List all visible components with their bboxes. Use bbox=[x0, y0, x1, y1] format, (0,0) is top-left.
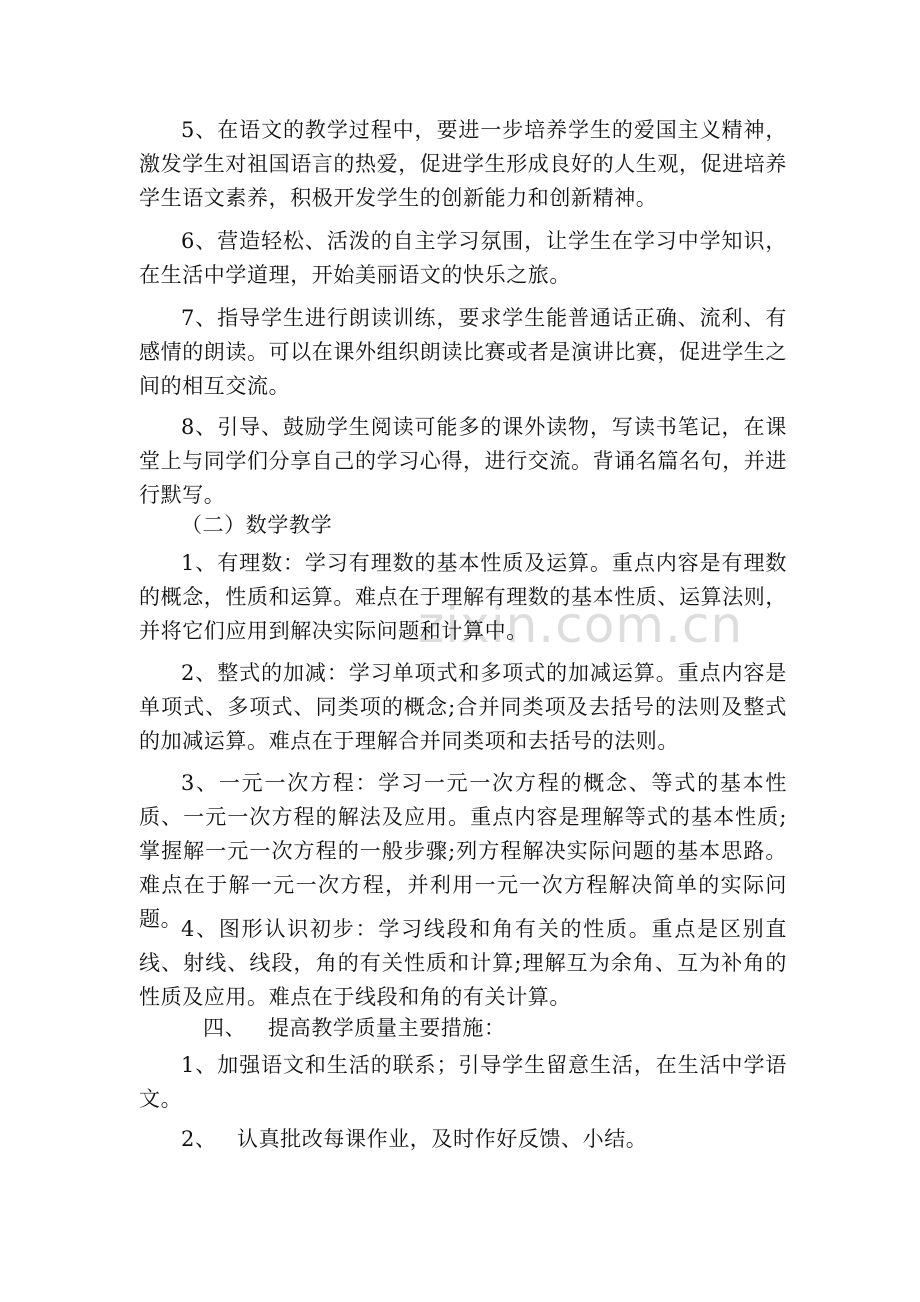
paragraph-chinese-6: 6、营造轻松、活泼的自主学习氛围，让学生在学习中学知识，在生活中学道理，开始美丽语文的快乐之旅。 bbox=[139, 229, 787, 287]
math-section-heading: （二）数学教学 bbox=[181, 513, 333, 537]
paragraph-chinese-7: 7、指导学生进行朗读训练，要求学生能普通话正确、流利、有感情的朗读。可以在课外组织朗读比赛或者是演讲比赛，促进学生之间的相互交流。 bbox=[139, 306, 787, 398]
measure-item-2-number: 2、 bbox=[181, 1127, 217, 1151]
paragraph-math-4: 4、图形认识初步：学习线段和角有关的性质。重点是区别直线、射线、线段，角的有关性质和计算;理解互为余角、互为补角的性质及应用。难点在于线段和角的有关计算。 bbox=[139, 917, 787, 1009]
paragraph-chinese-8: 8、引导、鼓励学生阅读可能多的课外读物，写读书笔记，在课堂上与同学们分享自己的学习心得，进行交流。背诵名篇名句，并进行默写。 bbox=[139, 415, 787, 507]
measure-item-1: 1、加强语文和生活的联系；引导学生留意生活，在生活中学语文。 bbox=[139, 1053, 787, 1111]
paragraph-math-2: 2、整式的加减：学习单项式和多项式的加减运算。重点内容是单项式、多项式、同类项的概念;合并同类项及去括号的法则及整式的加减运算。难点在于理解合并同类项和去括号的法则。 bbox=[139, 661, 787, 753]
section-four-title: 提高教学质量主要措施： bbox=[268, 1016, 506, 1040]
paragraph-math-1: 1、有理数：学习有理数的基本性质及运算。重点内容是有理数的概念，性质和运算。难点在于理解有理数的基本性质、运算法则，并将它们应用到解决实际问题和计算中。 bbox=[139, 551, 787, 643]
section-four-number: 四、 bbox=[203, 1016, 247, 1040]
watermark-text: zixin.com.cn bbox=[418, 596, 744, 654]
measure-item-2-text: 认真批改每课作业，及时作好反馈、小结。 bbox=[237, 1127, 648, 1151]
paragraph-chinese-5: 5、在语文的教学过程中，要进一步培养学生的爱国主义精神，激发学生对祖国语言的热爱，促进学生形成良好的人生观，促进培养学生语文素养，积极开发学生的创新能力和创新精神。 bbox=[139, 118, 787, 210]
paragraph-math-3: 3、一元一次方程：学习一元一次方程的概念、等式的基本性质、一元一次方程的解法及应用。重点内容是理解等式的基本性质;掌握解一元一次方程的一般步骤;列方程解决实际问题的基本思路。难点在于解一元一次方程，并利用一元一次方程解决简单的实际问题。 bbox=[139, 771, 787, 931]
